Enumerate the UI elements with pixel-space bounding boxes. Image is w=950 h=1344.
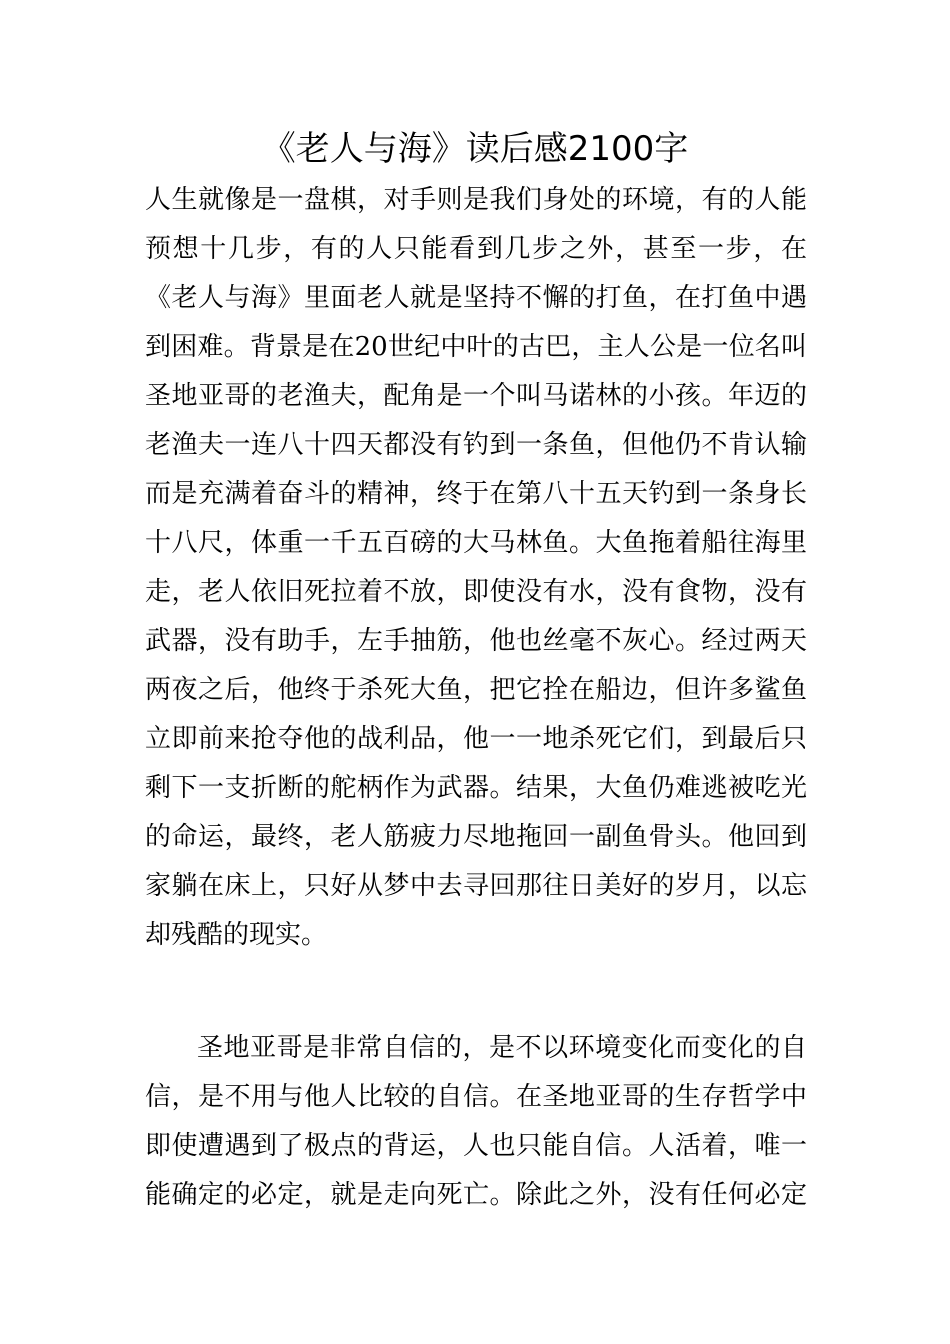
text-line: 剩下一支折断的舵柄作为武器。结果，大鱼仍难逃被吃光 <box>145 773 807 803</box>
text-line: 能确定的必定，就是走向死亡。除此之外，没有任何必定 <box>145 1180 807 1210</box>
text-line: 两夜之后，他终于杀死大鱼，把它拴在船边，但许多鲨鱼 <box>145 675 807 705</box>
text-line: 即使遭遇到了极点的背运，人也只能自信。人活着，唯一 <box>145 1131 807 1161</box>
text-line: 《老人与海》里面老人就是坚持不懈的打鱼，在打鱼中遇 <box>145 283 807 313</box>
text-line: 圣地亚哥的老渔夫，配角是一个叫马诺林的小孩。年迈的 <box>145 381 807 411</box>
paragraph-1 <box>145 176 807 960</box>
text-line: 十八尺，体重一千五百磅的大马林鱼。大鱼拖着船往海里 <box>145 528 807 558</box>
text-line: 却残酷的现实。 <box>145 920 328 950</box>
text-line: 圣地亚哥是非常自信的，是不以环境变化而变化的自 <box>197 1033 807 1063</box>
text-line: 到困难。背景是在20世纪中叶的古巴，主人公是一位名叫 <box>145 332 807 362</box>
text-line: 人生就像是一盘棋，对手则是我们身处的环境，有的人能 <box>145 185 807 215</box>
text-line: 预想十几步，有的人只能看到几步之外，甚至一步，在 <box>145 234 807 264</box>
text-line: 老渔夫一连八十四天都没有钓到一条鱼，但他仍不肯认输 <box>145 430 807 460</box>
text-line: 而是充满着奋斗的精神，终于在第八十五天钓到一条身长 <box>145 479 807 509</box>
text-line: 家躺在床上，只好从梦中去寻回那往日美好的岁月，以忘 <box>145 871 807 901</box>
text-line: 的命运，最终，老人筋疲力尽地拖回一副鱼骨头。他回到 <box>145 822 807 852</box>
paragraph-2 <box>145 1024 807 1220</box>
text-line: 走，老人依旧死拉着不放，即使没有水，没有食物，没有 <box>145 577 807 607</box>
document-title: 《老人与海》读后感2100字 <box>261 129 689 169</box>
text-line: 立即前来抢夺他的战利品，他一一地杀死它们，到最后只 <box>145 724 807 754</box>
text-line: 武器，没有助手，左手抽筋，他也丝毫不灰心。经过两天 <box>145 626 807 656</box>
text-line: 信，是不用与他人比较的自信。在圣地亚哥的生存哲学中 <box>145 1082 807 1112</box>
